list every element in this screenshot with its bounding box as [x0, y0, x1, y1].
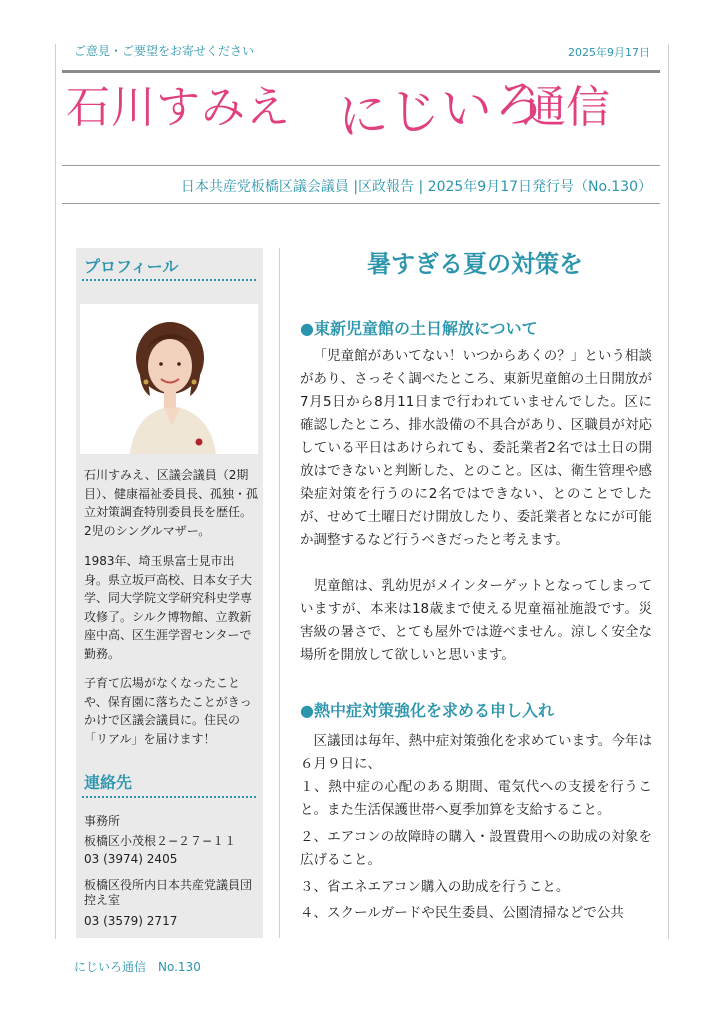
sidebar: [76, 248, 263, 938]
office-address: 板橋区小茂根２−２７−１１: [84, 834, 237, 848]
column-divider: [279, 248, 280, 938]
page-frame-right: [668, 44, 669, 939]
section-2-intro: 区議団は毎年、熱中症対策強化を求めています。今年は６月９日に、: [300, 733, 652, 772]
bio-paragraph-2: 1983年、埼玉県富士見市出身。県立坂戸高校、日本女子大学、同大学院文学研究科史学専攻修了。シルク博物館、立教新座中高、区生涯学習センターで勤務。: [84, 554, 253, 661]
contact-heading: 連絡先: [84, 773, 133, 792]
council-phone: 03 (3579) 2717: [84, 914, 178, 928]
contact-heading-divider: [82, 796, 256, 798]
profile-heading-divider: [82, 279, 256, 281]
council-address: 板橋区役所内日本共産党議員団控え室: [84, 878, 253, 907]
request-item-2: ２、エアコンの故障時の購入・設置費用への助成の対象を広げること。: [300, 829, 652, 868]
profile-heading: プロフィール: [84, 257, 179, 276]
profile-photo: [80, 304, 258, 454]
title-brand-logo: にじいろ: [335, 73, 548, 146]
bio-paragraph-3: 子育て広場がなくなったことや、保育園に落ちたことがきっかけで区議会議員に。住民の「リアル」を届けます！: [84, 676, 252, 746]
portrait-image: [80, 304, 258, 454]
office-phone: 03 (3974) 2405: [84, 852, 178, 866]
feedback-request: ご意見・ご要望をお寄せください: [74, 44, 255, 58]
request-item-3: ３、省エネエアコン購入の助成を行うこと。: [300, 879, 570, 895]
request-item-4: ４、スクールガードや民生委員、公園清掃などで公共: [300, 905, 624, 921]
title-name: 石川すみえ: [66, 82, 291, 133]
request-item-1: １、熱中症の心配のある期間、電気代への支援を行うこと。また生活保護世帯へ夏季加算を支給すること。: [300, 779, 652, 818]
header-rule: [62, 70, 660, 73]
issue-date: 2025年9月17日: [568, 46, 650, 59]
office-label: 事務所: [84, 814, 121, 828]
bio-paragraph-1: 石川すみえ、区議会議員（2期目）、健康福祉委員長、孤独・孤立対策調査特別委員長を歴任。2児のシングルマザー。: [84, 468, 259, 538]
article-title: 暑すぎる夏の対策を: [367, 250, 583, 278]
footer-label: にじいろ通信 No.130: [74, 960, 201, 974]
section-2-title: ●熱中症対策強化を求める申し入れ: [300, 701, 554, 720]
section-1-paragraph-2: 児童館は、乳幼児がメインターゲットとなってしまっていますが、本来は18歳まで使える児童福祉施設です。災害級の暑さで、とても屋外では遊べません。涼しく安全な場所を開放して欲しいと思います。: [300, 578, 652, 663]
subheader: 日本共産党板橋区議会議員 |区政報告 | 2025年9月17日発行号（No.130）: [180, 179, 652, 195]
page-frame-left: [55, 44, 56, 939]
title-tsushin: 通信: [522, 82, 610, 133]
subheader-rule-bottom: [62, 203, 660, 204]
section-1-title: ●東新児童館の土日解放について: [300, 319, 538, 338]
section-1-paragraph-1: 「児童館があいてない！いつからあくの？」という相談があり、さっそく調べたところ、東新児童館の土日開放が7月5日から8月11日まで行われていませんでした。区に確認したところ、排水設備の不具合があり、区職員が対応している平日はあけられても、委託業者2名では土日の開放はできないと判断した、とのこと。区は、衛生管理や感染症対策を行うのに2名ではできない、とのことでしたが、せめて土曜日だけ開放したり、委託業者となにが可能か調整するなど行うべきだったと考えます。: [300, 348, 652, 548]
subheader-rule-top: [62, 165, 660, 166]
